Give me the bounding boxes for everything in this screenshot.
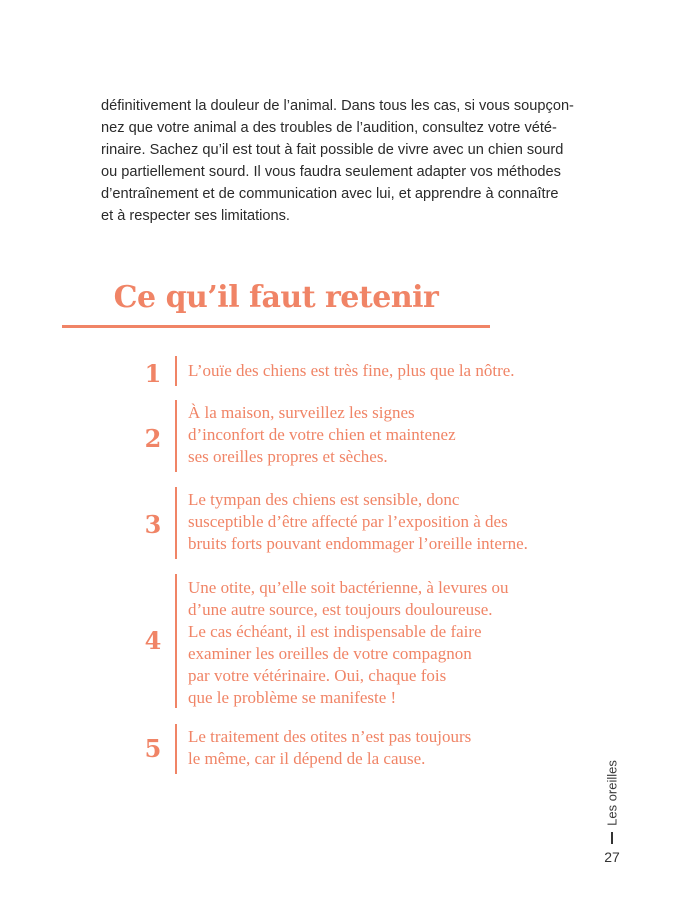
item-divider (175, 400, 177, 472)
intro-line: définitivement la douleur de l’animal. Dans tous les cas, si vous soupçon- (101, 98, 574, 114)
section-label (600, 762, 624, 824)
page-number: 27 (604, 849, 620, 865)
item-text-line: Le traitement des otites n’est pas toujours (188, 727, 472, 746)
item-text (188, 726, 608, 770)
intro-line: d’entraînement et de communication avec lui, et apprendre à connaître (101, 186, 559, 202)
section-label-text: Les oreilles (604, 760, 620, 826)
item-divider (175, 356, 177, 386)
intro-line: nez que votre animal a des troubles de l’audition, consultez votre vété- (101, 120, 557, 136)
item-text-line: que le problème se manifeste ! (188, 688, 397, 707)
intro-line: ou partiellement sourd. Il vous faudra seulement adapter vos méthodes (101, 164, 561, 180)
item-text-line: d’inconfort de votre chien et maintenez (188, 425, 456, 444)
item-number: 5 (144, 734, 162, 763)
item-divider (175, 724, 177, 774)
summary-title-underline (62, 325, 490, 328)
item-text-line: d’une autre source, est toujours douloureuse. (188, 600, 493, 619)
item-text-line: ses oreilles propres et sèches. (188, 447, 388, 466)
item-text-line: L’ouïe des chiens est très fine, plus que la nôtre. (188, 361, 515, 380)
item-text-line: susceptible d’être affecté par l’exposition à des (188, 512, 508, 531)
item-text (188, 402, 608, 468)
item-text-line: examiner les oreilles de votre compagnon (188, 644, 472, 663)
item-text-line: Une otite, qu’elle soit bactérienne, à levures ou (188, 578, 509, 597)
item-text-line: Le cas échéant, il est indispensable de faire (188, 622, 482, 641)
item-text-line: Le tympan des chiens est sensible, donc (188, 490, 460, 509)
item-text-line: le même, car il dépend de la cause. (188, 749, 426, 768)
item-number: 4 (144, 626, 162, 655)
item-number: 1 (144, 359, 162, 388)
intro-line: et à respecter ses limitations. (101, 208, 290, 224)
item-text (188, 489, 608, 555)
intro-line: rinaire. Sachez qu’il est tout à fait possible de vivre avec un chien sourd (101, 142, 564, 158)
item-text-line: À la maison, surveillez les signes (188, 403, 415, 422)
intro-paragraph (101, 95, 601, 227)
item-divider (175, 487, 177, 559)
footer-divider (611, 832, 613, 844)
item-number: 2 (144, 424, 162, 453)
item-number: 3 (144, 510, 162, 539)
item-text-line: bruits forts pouvant endommager l’oreille interne. (188, 534, 528, 553)
summary-title: Ce qu’il faut retenir (113, 280, 439, 315)
item-text-line: par votre vétérinaire. Oui, chaque fois (188, 666, 447, 685)
item-text (188, 577, 608, 709)
item-divider (175, 574, 177, 708)
item-text (188, 360, 608, 382)
